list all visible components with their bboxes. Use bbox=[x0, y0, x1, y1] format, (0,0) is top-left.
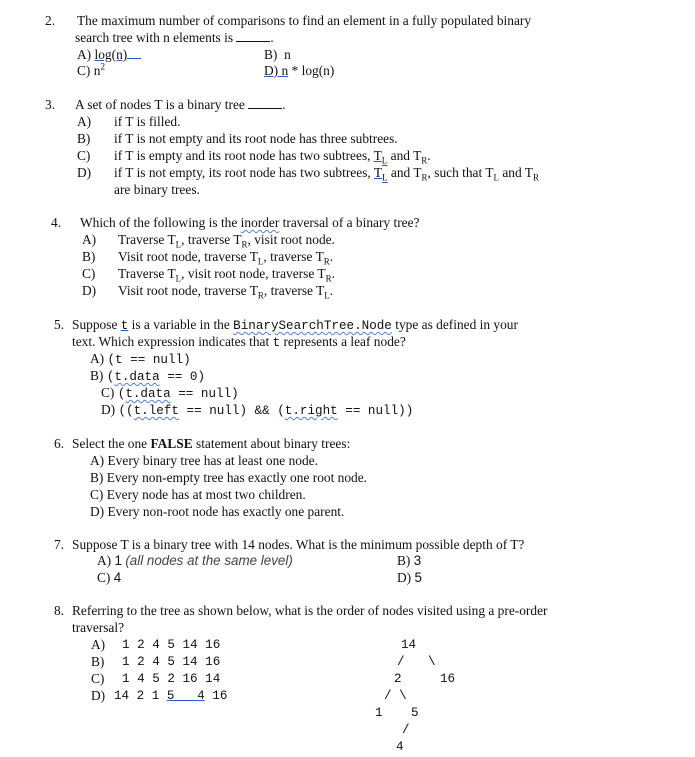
question-stem: Suppose T is a binary tree with 14 nodes. What is the minimum possible depth of T? bbox=[72, 537, 525, 552]
question-stem: Select the one FALSE statement about binary trees: bbox=[72, 436, 351, 451]
option-c: C) (t.data == null) bbox=[101, 385, 239, 401]
question-number: 5. bbox=[54, 317, 65, 332]
tree-node: 5 bbox=[411, 706, 419, 720]
question-number: 8. bbox=[54, 603, 65, 618]
option-b: B) Every non-empty tree has exactly one root node. bbox=[90, 470, 368, 485]
option-a: A) log(n) bbox=[77, 47, 141, 63]
option-c: C) $n^2$ bbox=[77, 61, 105, 78]
tree-node-root: 14 bbox=[401, 638, 417, 652]
answer-blank bbox=[248, 97, 282, 109]
tree-edge: / \ bbox=[384, 689, 407, 703]
option-label: A) bbox=[91, 637, 106, 652]
option-a: A) (t == null) bbox=[90, 351, 191, 367]
question-stem: Which of the following is the inorder traversal of a binary tree? bbox=[80, 215, 420, 230]
option-a-text: Traverse $T_L$, traverse $T_R$, visit root node. bbox=[118, 232, 335, 250]
option-a-text: if T is filled. bbox=[114, 114, 181, 129]
option-label: C) bbox=[91, 671, 105, 686]
tree-edge: \ bbox=[428, 655, 436, 669]
option-a-sequence: 1 2 4 5 14 16 bbox=[122, 638, 221, 652]
question-stem: Referring to the tree as shown below, what is the order of nodes visited using a pre-order bbox=[72, 603, 548, 618]
option-d: D) ((t.left == null) && (t.right == null)) bbox=[101, 402, 414, 418]
question-number: 4. bbox=[51, 215, 62, 230]
option-c: C) 4 bbox=[97, 570, 122, 585]
option-d-text: Visit root node, traverse $T_R$, traverse $T_L$. bbox=[118, 283, 334, 301]
option-label: A) bbox=[82, 232, 97, 247]
question-stem: The maximum number of comparisons to find an element in a fully populated binary bbox=[77, 13, 532, 28]
option-label: C) bbox=[77, 148, 91, 163]
option-d-text: if T is not empty, its root node has two subtrees, $T_L$ and $T_R$, such that $T_L$ and $T_R$ bbox=[114, 165, 539, 183]
question-number: 7. bbox=[54, 537, 65, 552]
question-stem-line2: traversal? bbox=[72, 620, 125, 635]
option-d: D) n * log(n) bbox=[264, 63, 335, 78]
option-label: D) bbox=[82, 283, 97, 298]
question-number: 6. bbox=[54, 436, 65, 451]
option-b-text: Visit root node, traverse $T_L$, traverse $T_R$. bbox=[118, 249, 334, 267]
tree-edge: / bbox=[397, 655, 405, 669]
option-label: B) bbox=[82, 249, 96, 264]
tree-edge: / bbox=[402, 723, 410, 737]
option-c-text: Traverse $T_L$, visit root node, traverse $T_R$. bbox=[118, 266, 335, 284]
option-b-sequence: 1 2 4 5 14 16 bbox=[122, 655, 221, 669]
tree-node: 16 bbox=[440, 672, 456, 686]
option-label: D) bbox=[91, 688, 106, 703]
option-c: C) Every node has at most two children. bbox=[90, 487, 306, 502]
option-b: B) 3 bbox=[397, 553, 422, 568]
answer-blank bbox=[236, 30, 270, 42]
option-b-text: if T is not empty and its root node has three subtrees. bbox=[114, 131, 398, 146]
question-stem: Suppose t is a variable in the BinarySearchTree.Node type as defined in your bbox=[72, 317, 518, 333]
option-b: B) (t.data == 0) bbox=[90, 368, 206, 384]
option-d-sequence: 14 2 1 5 4 16 bbox=[114, 689, 228, 703]
question-stem-line2: text. Which expression indicates that t represents a leaf node? bbox=[72, 334, 406, 350]
option-c-text: if T is empty and its root node has two subtrees, $T_L$ and $T_R$. bbox=[114, 148, 431, 166]
option-d-continuation: are binary trees. bbox=[114, 182, 200, 197]
option-c-sequence: 1 4 5 2 16 14 bbox=[122, 672, 221, 686]
question-stem: A set of nodes T is a binary tree . bbox=[75, 97, 286, 112]
option-label: C) bbox=[82, 266, 96, 281]
question-number: 2. bbox=[45, 13, 56, 28]
question-stem-line2: search tree with n elements is . bbox=[75, 30, 274, 45]
tree-node: 1 bbox=[375, 706, 383, 720]
option-label: D) bbox=[77, 165, 92, 180]
option-label: B) bbox=[91, 654, 105, 669]
option-d: D) 5 bbox=[397, 570, 422, 585]
option-a: A) Every binary tree has at least one node. bbox=[90, 453, 318, 468]
option-d: D) Every non-root node has exactly one parent. bbox=[90, 504, 345, 519]
question-number: 3. bbox=[45, 97, 56, 112]
option-label: A) bbox=[77, 114, 92, 129]
tree-node: 4 bbox=[396, 740, 404, 754]
option-b: B) n bbox=[264, 47, 291, 62]
tree-node: 2 bbox=[394, 672, 402, 686]
option-label: B) bbox=[77, 131, 91, 146]
option-a: A) 1 (all nodes at the same level) bbox=[97, 553, 293, 568]
